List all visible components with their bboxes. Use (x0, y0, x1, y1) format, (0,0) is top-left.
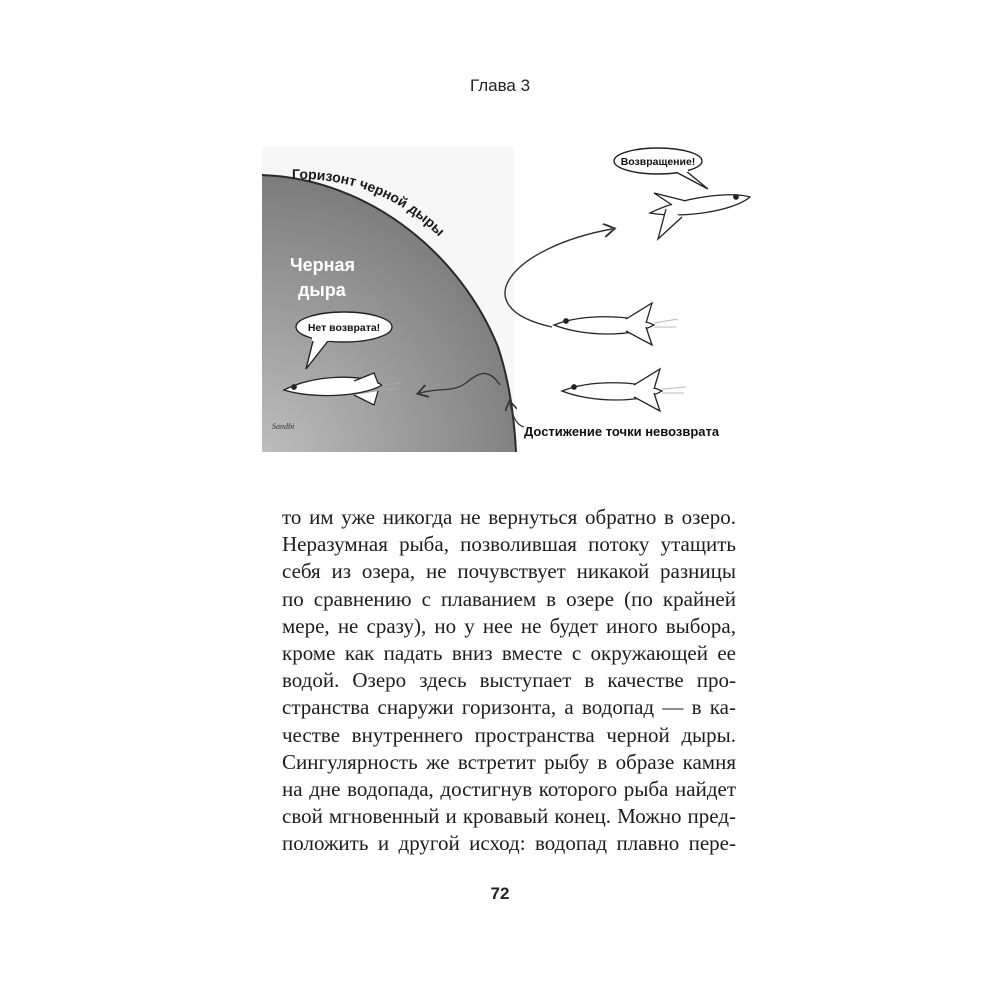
black-hole-label-1: Черная (290, 255, 356, 275)
page-number: 72 (490, 884, 510, 903)
black-hole-label-2: дыра (298, 280, 346, 300)
text-line: Сингулярность же встретит рыбу в образе камня (282, 749, 736, 774)
text-line: водой. Озеро здесь выступает в качестве про- (282, 668, 736, 693)
body-paragraph (282, 504, 736, 858)
text-line: положить и другой исход: водопад плавно пере- (282, 831, 736, 856)
text-line: честве внутреннего пространства черной дыры. (282, 722, 736, 747)
text-line: мере, не сразу), но у нее не будет иного выбора, (282, 613, 736, 638)
text-line: кроме как падать вниз вместе с окружающей ее (282, 641, 736, 666)
horizon-label: Горизонт черной дыры (291, 165, 449, 240)
text-line: Неразумная рыба, позволившая потоку утащить (282, 532, 736, 557)
return-text: Возвращение! (620, 156, 696, 168)
text-line: свой мгновенный и кровавый конец. Можно пред- (282, 804, 736, 829)
text-line: себя из озера, не почувствует никакой разницы (282, 559, 736, 584)
text-line: то им уже никогда не вернуться обратно в озеро. (282, 505, 736, 529)
text-line: по сравнению с плаванием в озере (по крайней (282, 586, 736, 611)
point-of-no-return-label: Достижение точки невозврата (524, 424, 720, 439)
artist-signature: Sandbi (272, 422, 295, 431)
black-hole-illustration (262, 147, 756, 452)
running-head: Глава 3 (469, 76, 531, 95)
text-line: странства снаружи горизонта, а водопад — в ка- (282, 695, 736, 720)
no-return-text: Нет возврата! (307, 322, 381, 334)
text-line: на дне водопада, достигнув которого рыба найдет (282, 777, 736, 802)
